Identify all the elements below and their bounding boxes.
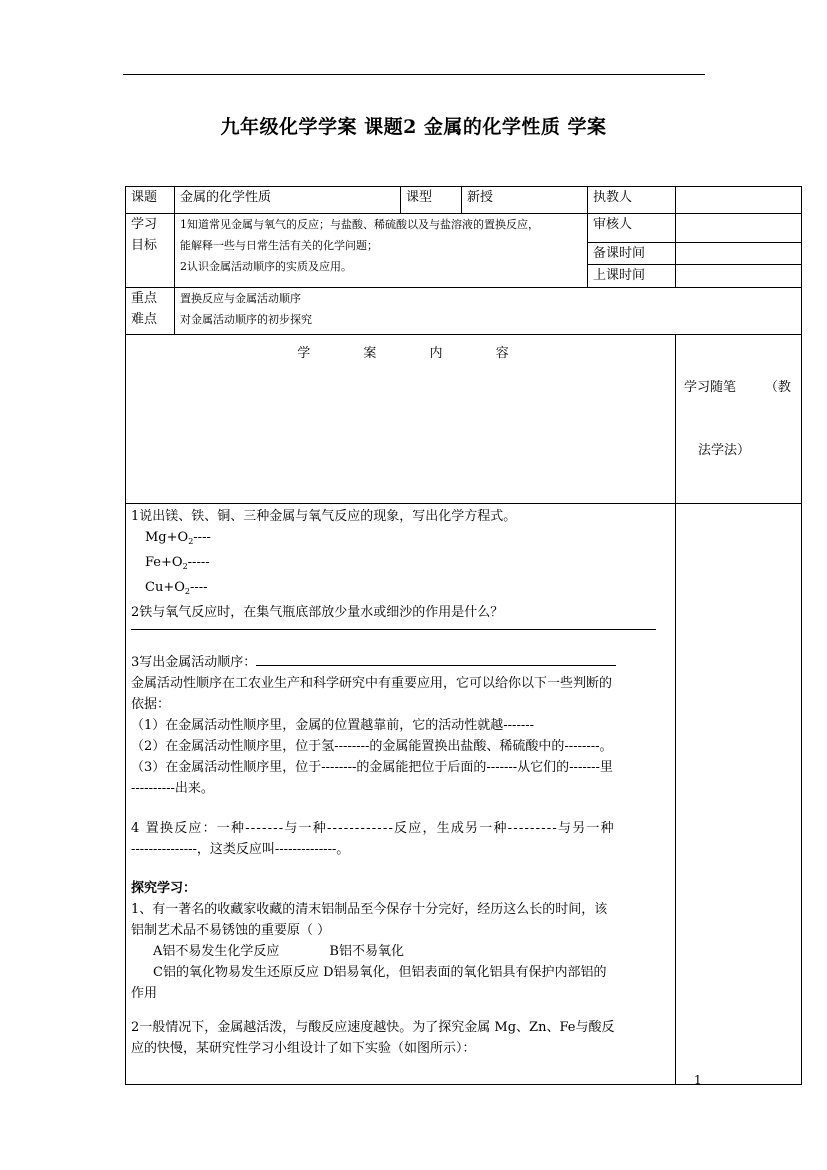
content-header-char: 学 <box>297 346 311 361</box>
goal-label-line-2: 目标 <box>131 238 158 253</box>
explore-title: 探究学习： <box>131 881 197 896</box>
goal-text <box>175 214 588 288</box>
goal-label-line-1: 学习 <box>131 217 158 232</box>
equation-fe: $Fe+O_2-----$ <box>145 555 210 571</box>
question-3-text-1: 金属活动性顺序在工农业生产和科学研究中有重要应用，它可以给你以下一些判断的 <box>131 676 613 691</box>
explore-1-line-1: 1、有一著名的收藏家收藏的清末铝制品至今保存十分完好，经历这么长的时间，该 <box>131 902 608 917</box>
spacer <box>131 860 669 878</box>
question-2: 2铁与氧气反应时，在集气瓶底部放少量水或细沙的作用是什么？ <box>131 605 504 620</box>
equation-cu: $Cu+O_2----$ <box>145 580 208 596</box>
reviewer-value <box>676 214 802 243</box>
explore-1-options-ab: A铝不易发生化学反应 B铝不易氧化 <box>153 944 404 959</box>
spacer <box>131 799 669 818</box>
key-label-line-1: 重点 <box>131 291 158 306</box>
reviewer-label: 审核人 <box>588 214 676 243</box>
explore-1-line-2: 铝制艺术品不易锈蚀的重要原（ ） <box>131 923 331 938</box>
question-3-item-2: （2）在金属活动性顺序里，位于氢--------的金属能置换出盐酸、稀硫酸中的--------。 <box>131 739 613 754</box>
type-label: 课型 <box>401 187 462 214</box>
explore-1-options-cd-2: 作用 <box>131 986 158 1001</box>
explore-2-line-2: 应的快慢，某研究性学习小组设计了如下实验（如图所示）： <box>131 1041 476 1056</box>
explore-2-line-1: 2一般情况下，金属越活泼，与酸反应速度越快。为了探究金属 Mg、Zn、Fe与酸反 <box>131 1020 615 1035</box>
key-value: 置换反应与金属活动顺序 <box>180 292 301 305</box>
lesson-table <box>125 186 802 1085</box>
teacher-value <box>676 187 802 214</box>
answer-blank <box>256 665 616 666</box>
teacher-label: 执教人 <box>588 187 676 214</box>
prep-time-label: 备课时间 <box>588 243 676 265</box>
difficulty-value: 对金属活动顺序的初步探究 <box>180 313 312 326</box>
question-4-line-1: 4 置换反应：一种-------与一种------------反应，生成另一种---------与另一种 <box>131 821 615 836</box>
content-body <box>126 504 676 1085</box>
spacer <box>131 1004 669 1017</box>
class-time-label: 上课时间 <box>588 265 676 288</box>
equation-mg: $Mg+O_2----$ <box>145 530 211 546</box>
question-3: 3写出金属活动顺序： <box>131 652 669 673</box>
notes-header <box>676 335 802 504</box>
type-value: 新授 <box>462 187 588 214</box>
goal-line-1: 1知道常见金属与氧气的反应；与盐酸、稀硫酸以及与盐溶液的置换反应， <box>180 218 539 231</box>
goal-line-2: 能解释一些与日常生活有关的化学问题； <box>180 239 378 252</box>
notes-header-line-2: 法学法） <box>698 443 751 458</box>
notes-header-line-1: 学习随笔 （教 <box>684 380 791 395</box>
question-3-text-2: 依据： <box>131 697 171 712</box>
key-text <box>175 288 802 335</box>
question-3-item-3: （3）在金属活动性顺序里，位于--------的金属能把位于后面的-------从它们的-------里 <box>131 760 613 775</box>
page-title: 九年级化学学案 课题2 金属的化学性质 学案 <box>220 116 607 138</box>
content-header-char: 内 <box>429 346 443 361</box>
topic-value: 金属的化学性质 <box>175 187 401 214</box>
content-header <box>126 335 676 504</box>
key-label-line-2: 难点 <box>131 312 158 327</box>
header-rule <box>123 74 705 75</box>
class-time-value <box>676 265 802 288</box>
explore-1-options-cd: C铝的氧化物易发生还原反应 D铝易氧化，但铝表面的氧化铝具有保护内部铝的 <box>153 965 607 980</box>
question-3-item-1: （1）在金属活动性顺序里，金属的位置越靠前，它的活动性就越------- <box>131 718 535 733</box>
key-label <box>126 288 175 335</box>
notes-column <box>676 504 802 1085</box>
content-header-char: 案 <box>363 346 377 361</box>
question-1: 1说出镁、铁、铜、三种金属与氧气反应的现象，写出化学方程式。 <box>131 509 517 524</box>
goal-line-3: 2认识金属活动顺序的实质及应用。 <box>180 260 352 273</box>
answer-line <box>131 629 656 630</box>
question-4-line-2: ---------------，这类反应叫--------------。 <box>131 842 350 857</box>
content-header-char: 容 <box>495 346 509 361</box>
goal-label <box>126 214 175 288</box>
page-number: 1 <box>694 1073 702 1087</box>
question-3-item-3b: ----------出来。 <box>131 781 214 796</box>
topic-label: 课题 <box>126 187 175 214</box>
prep-time-value <box>676 243 802 265</box>
